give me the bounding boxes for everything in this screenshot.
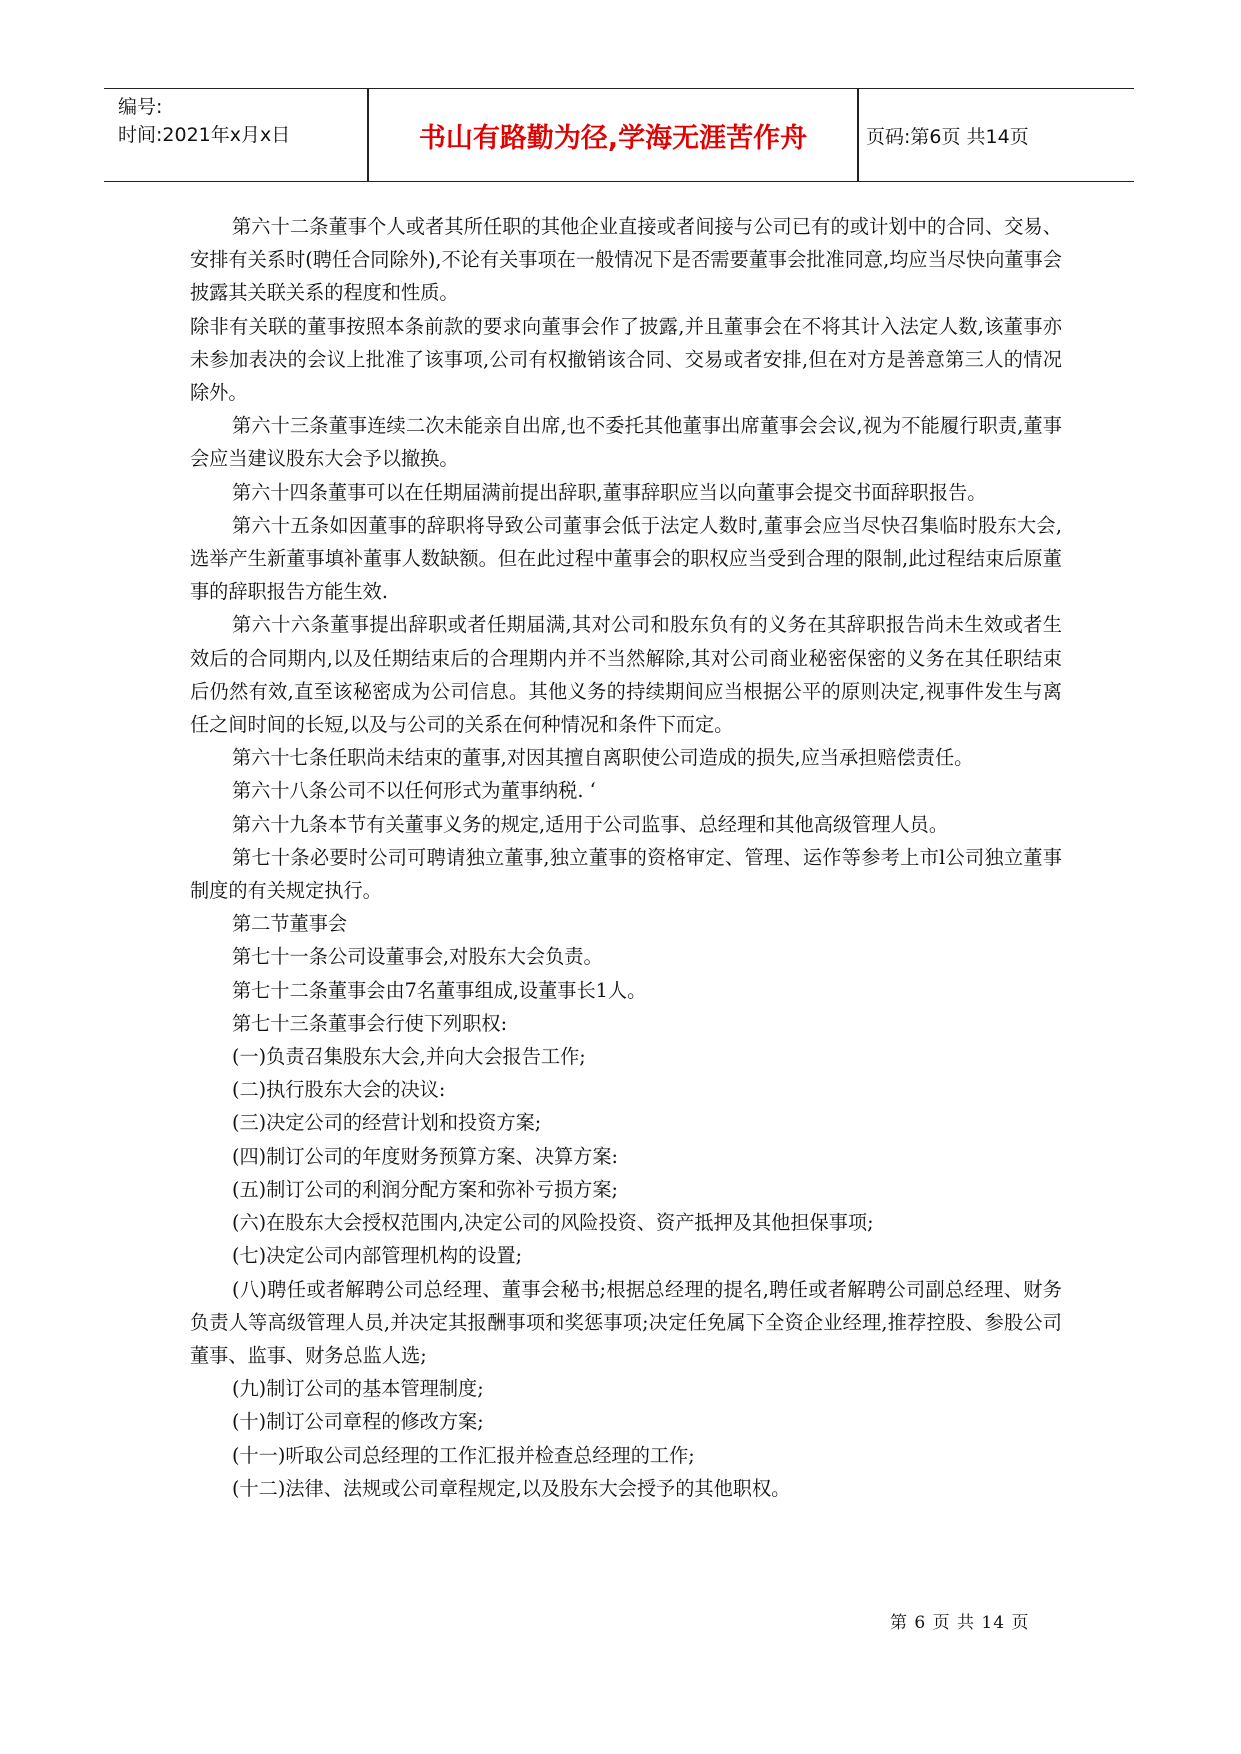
paragraph: 第六十六条董事提出辞职或者任期届满,其对公司和股东负有的义务在其辞职报告尚未生效或者生效后的合同期内,以及任期结束后的合理期内并不当然解除,其对公司商业秘密保密的义务在其任职结束后仍然有效,直至该秘密成为公司信息。其他义务的持续期间应当根据公平的原则决定,视事件发生与离任之间时间的长短,以及与公司的关系在何种情况和条件下而定。 [190,613,1062,737]
document-time-label: 时间:2021年x月x日 [118,124,291,146]
paragraph: 第二节董事会 [232,912,348,936]
paragraph: (三)决定公司的经营计划和投资方案; [232,1111,542,1135]
paragraph: 第七十二条董事会由7名董事组成,设董事长1人。 [232,978,647,1002]
paragraph: 第六十三条董事连续二次未能亲自出席,也不委托其他董事出席董事会会议,视为不能履行职责,董事会应当建议股东大会予以撤换。 [190,414,1062,471]
paragraph: (六)在股东大会授权范围内,决定公司的风险投资、资产抵押及其他担保事项; [232,1211,874,1235]
paragraph: (一)负责召集股东大会,并向大会报告工作; [232,1045,586,1069]
document-number-label: 编号: [118,96,163,118]
paragraph: (七)决定公司内部管理机构的设置; [232,1244,523,1268]
paragraph: 第六十八条公司不以任何形式为董事纳税. ‘ [232,779,596,803]
document-body [190,210,1062,1505]
paragraph: (九)制订公司的基本管理制度; [232,1377,484,1401]
header-info [118,93,368,149]
paragraph: 第六十五条如因董事的辞职将导致公司董事会低于法定人数时,董事会应当尽快召集临时股东大会,选举产生新董事填补董事人数缺额。但在此过程中董事会的职权应当受到合理的限制,此过程结束后原董事的辞职报告方能生效. [190,513,1062,604]
paragraph: (十)制订公司章程的修改方案; [232,1410,484,1434]
paragraph: (十二)法律、法规或公司章程规定,以及股东大会授予的其他职权。 [232,1476,791,1500]
page-footer: 第 6 页 共 14 页 [890,1613,1030,1633]
paragraph: 除非有关联的董事按照本条前款的要求向董事会作了披露,并且董事会在不将其计入法定人数,该董事亦未参加表决的会议上批准了该事项,公司有权撤销该合同、交易或者安排,但在对方是善意第三人的情况除外。 [190,314,1062,405]
paragraph: (二)执行股东大会的决议: [232,1078,446,1102]
header-divider-right [857,89,859,181]
paragraph: (五)制订公司的利润分配方案和弥补亏损方案; [232,1177,618,1201]
paragraph: 第七十条必要时公司可聘请独立董事,独立董事的资格审定、管理、运作等参考上市l公司独立董事制度的有关规定执行。 [190,845,1062,903]
paragraph: (四)制订公司的年度财务预算方案、决算方案: [232,1144,618,1168]
paragraph: 第七十一条公司设董事会,对股东大会负责。 [232,945,603,969]
paragraph: 第七十三条董事会行使下列职权: [232,1011,508,1035]
paragraph: 第六十七条任职尚未结束的董事,对因其擅自离职使公司造成的损失,应当承担赔偿责任。 [232,746,974,770]
paragraph: 第六十四条董事可以在任期届满前提出辞职,董事辞职应当以向董事会提交书面辞职报告。 [232,480,987,504]
header-page-label: 页码:第6页 共14页 [866,125,1029,148]
paragraph: (十一)听取公司总经理的工作汇报并检查总经理的工作; [232,1443,695,1467]
paragraph: 第六十九条本节有关董事义务的规定,适用于公司监事、总经理和其他高级管理人员。 [232,812,949,836]
paragraph: 第六十二条董事个人或者其所任职的其他企业直接或者间接与公司已有的或计划中的合同、交易、安排有关系时(聘任合同除外),不论有关事项在一般情况下是否需要董事会批准同意,均应当尽快向董事会披露其关联关系的程度和性质。 [190,215,1062,305]
header-motto: 书山有路勤为径,学海无涯苦作舟 [418,122,808,154]
page-header [104,88,1134,182]
paragraph: (八)聘任或者解聘公司总经理、董事会秘书;根据总经理的提名,聘任或者解聘公司副总经理、财务负责人等高级管理人员,并决定其报酬事项和奖惩事项;决定任免属下全资企业经理,推荐控股、参股公司董事、监事、财务总监人选; [190,1277,1062,1367]
